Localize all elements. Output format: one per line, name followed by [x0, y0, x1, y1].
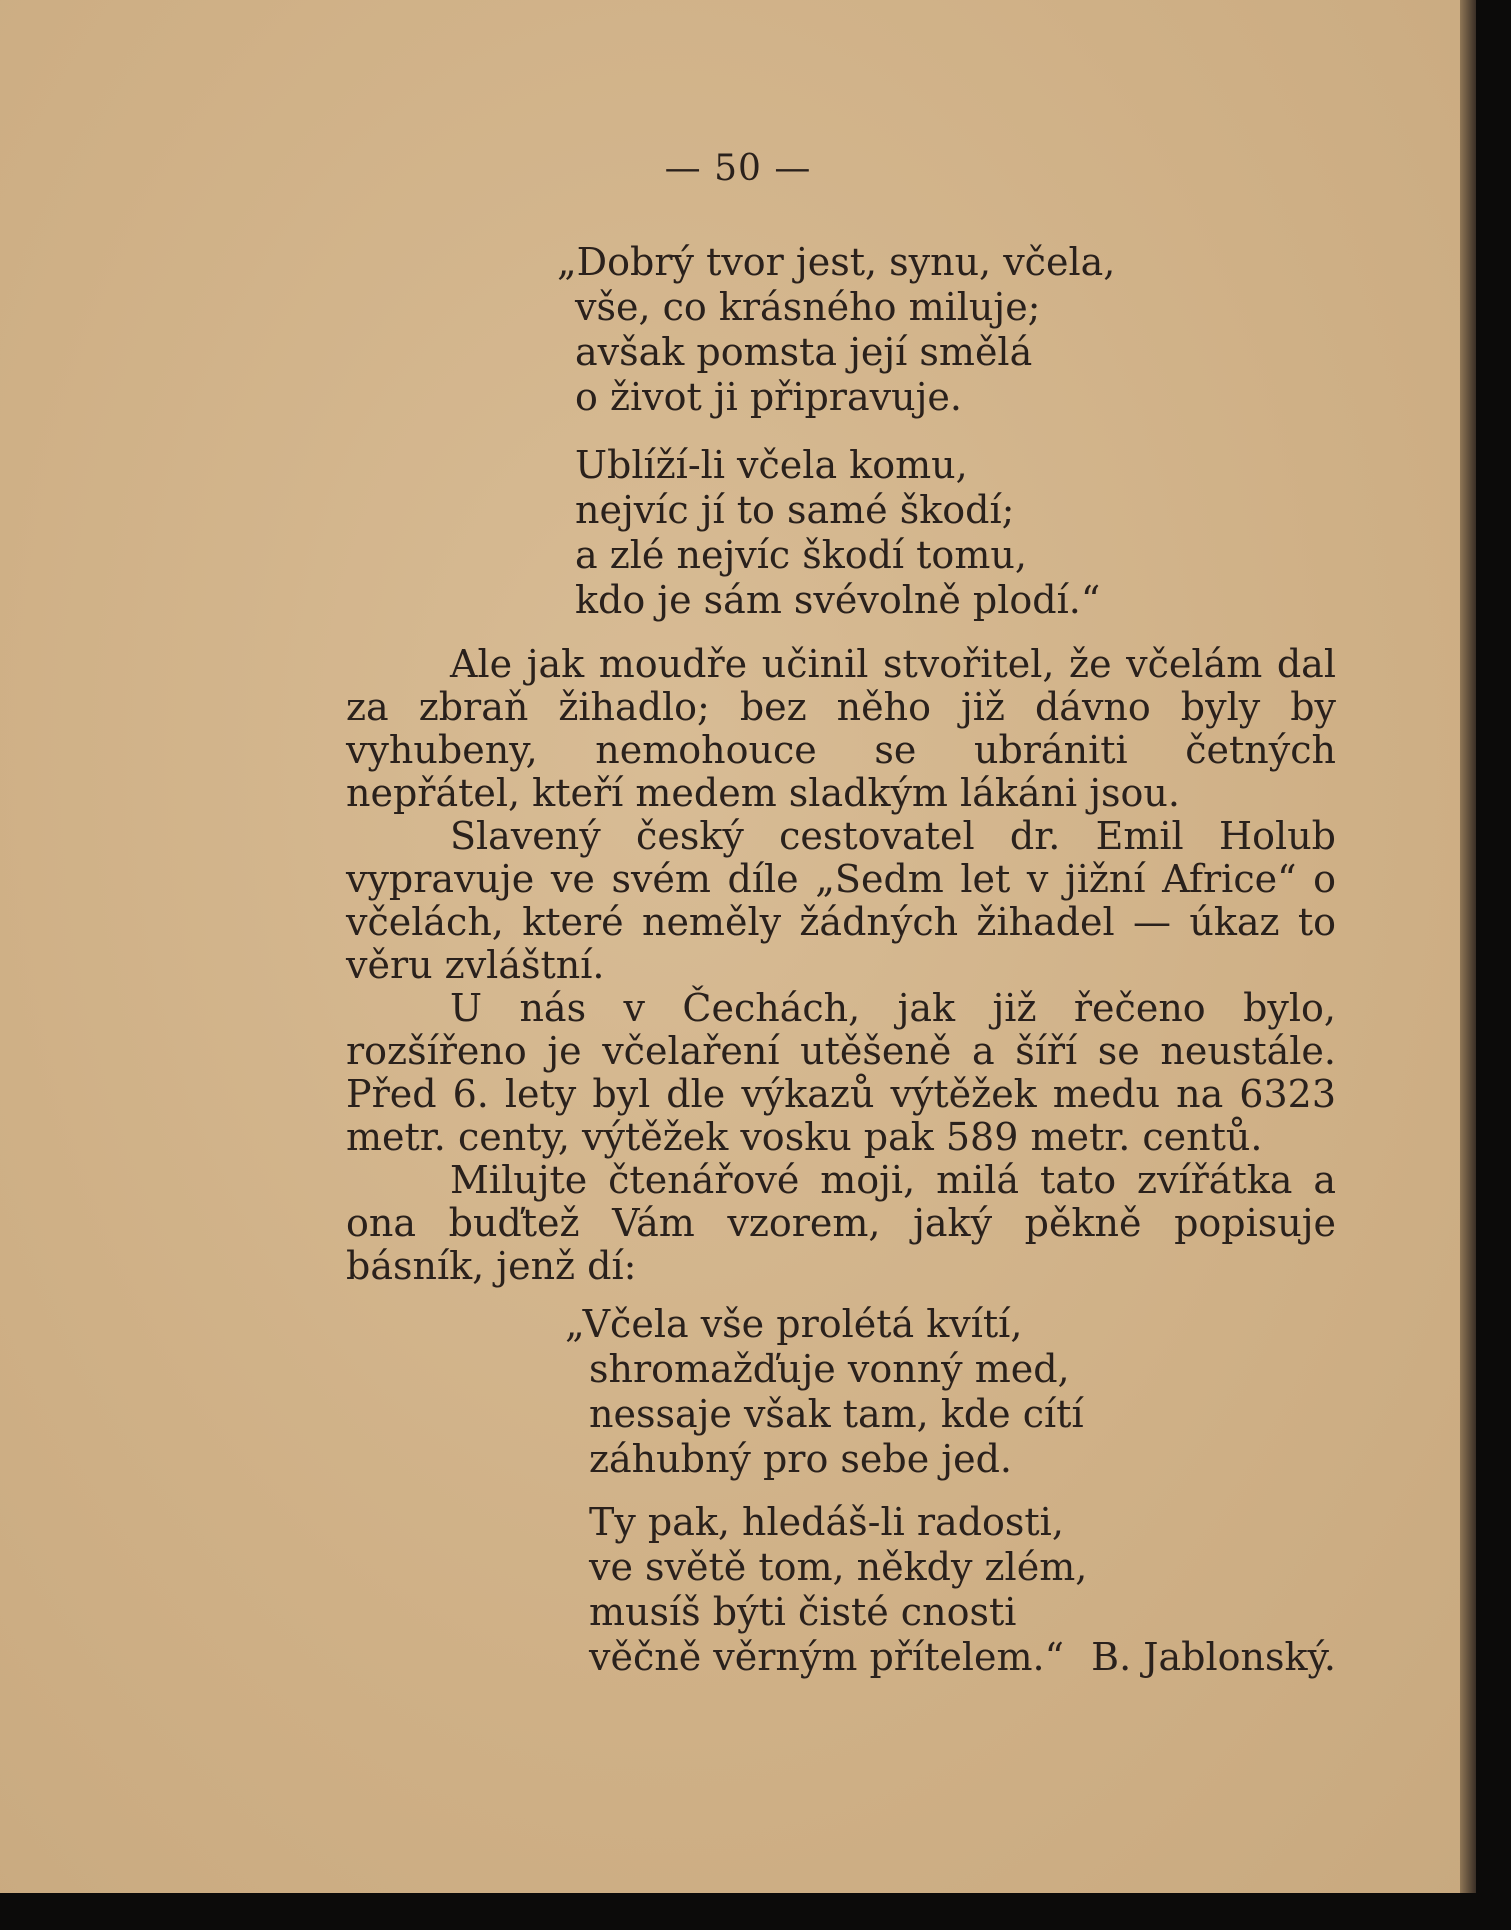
- prose-body: [346, 643, 1336, 1288]
- poem-line: a zlé nejvíc škodí tomu,: [575, 533, 1027, 577]
- poem-line: musíš býti čisté cnosti: [589, 1590, 1017, 1634]
- poem-line: shromažďuje vonný med,: [589, 1347, 1070, 1391]
- poem-line: nejvíc jí to samé škodí;: [575, 488, 1015, 532]
- poem-line: o život ji připravuje.: [575, 375, 962, 419]
- paragraph: Milujte čtenářové moji, milá tato zvířátka a ona buďtež Vám vzorem, jaký pěkně popisuje básník, jenž dí:: [346, 1158, 1336, 1288]
- paragraph: U nás v Čechách, jak již řečeno bylo, rozšířeno je včelaření utěšeně a šíří se neustále. Před 6. lety byl dle výkazů výtěžek medu na 6323 metr. centy, výtěžek vosku pak 589 metr. centů.: [346, 986, 1336, 1159]
- poem1-stanza2: [575, 443, 1100, 623]
- poem-line: avšak pomsta její smělá: [575, 330, 1033, 374]
- poem-line: Ty pak, hledáš-li radosti,: [589, 1500, 1064, 1544]
- poem-line: vše, co krásného miluje;: [575, 285, 1041, 329]
- poem-line: záhubný pro sebe jed.: [589, 1437, 1012, 1481]
- poem-line: ve světě tom, někdy zlém,: [589, 1545, 1088, 1589]
- poem-line: kdo je sám svévolně plodí.“: [575, 578, 1101, 622]
- page-spine-edge: [1460, 0, 1476, 1893]
- page-number: — 50 —: [664, 148, 812, 189]
- poem-line: nessaje však tam, kde cítí: [589, 1392, 1084, 1436]
- paragraph: Ale jak moudře učinil stvořitel, že včelám dal za zbraň žihadlo; bez něho již dávno byly by vyhubeny, nemohouce se ubrániti četných nepřátel, kteří medem sladkým lákáni jsou.: [346, 642, 1336, 815]
- poem-line: věčně věrným přítelem.“: [589, 1635, 1065, 1679]
- poem-line: „Včela vše prolétá kvítí,: [565, 1302, 1023, 1346]
- poem-line: „Dobrý tvor jest, synu, včela,: [557, 240, 1116, 284]
- poem-line: Ublíží-li včela komu,: [575, 443, 968, 487]
- poem2-stanza2: [589, 1500, 1087, 1680]
- poem1-stanza1: [557, 240, 1115, 420]
- poem2-stanza1: [565, 1302, 1084, 1482]
- author-signature: B. Jablonský.: [1091, 1635, 1336, 1679]
- paragraph: Slavený český cestovatel dr. Emil Holub vypravuje ve svém díle „Sedm let v jižní Africe“ o včelách, které neměly žádných žihadel — úkaz to věru zvláštní.: [346, 814, 1336, 987]
